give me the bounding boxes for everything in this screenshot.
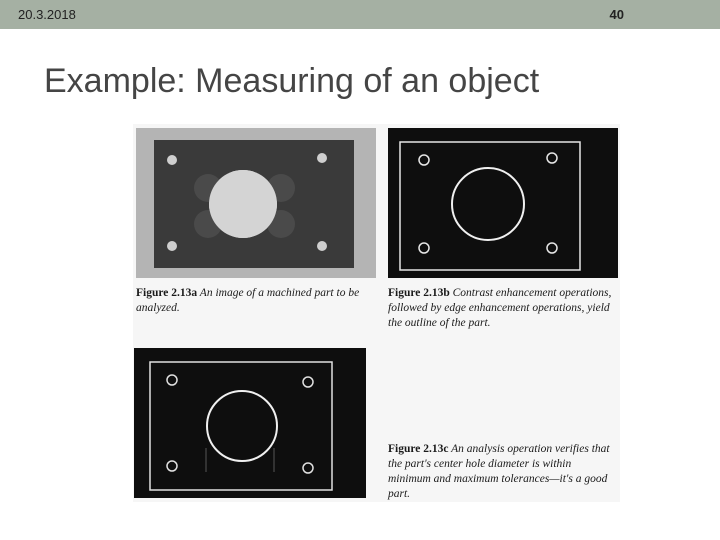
figure-2-13a-label: Figure 2.13a — [136, 287, 198, 299]
figure-2-13c-caption — [388, 442, 616, 502]
figure-2-13a-image — [136, 128, 376, 278]
figure-2-13c-label: Figure 2.13c — [388, 443, 449, 455]
slide-number: 40 — [609, 7, 624, 22]
figure-2-13b-label: Figure 2.13b — [388, 287, 450, 299]
figure-2-13c-image — [134, 348, 366, 498]
figure-2-13b-caption — [388, 286, 618, 331]
slide-date: 20.3.2018 — [18, 7, 76, 22]
figure-2-13c-text: An analysis operation verifies that the part's center hole diameter is within minimum and maximum tolerances—it's a good part. — [388, 443, 610, 500]
header-bar — [0, 0, 720, 29]
figure-2-13a-text: An image of a machined part to be analyzed. — [136, 287, 360, 314]
figure-2-13b-image — [388, 128, 618, 278]
figure-2-13a-caption — [136, 286, 372, 316]
figure-2-13b-text: Contrast enhancement operations, followed by edge enhancement operations, yield the outline of the part. — [388, 287, 612, 329]
slide-title: Example: Measuring of an object — [44, 62, 540, 100]
